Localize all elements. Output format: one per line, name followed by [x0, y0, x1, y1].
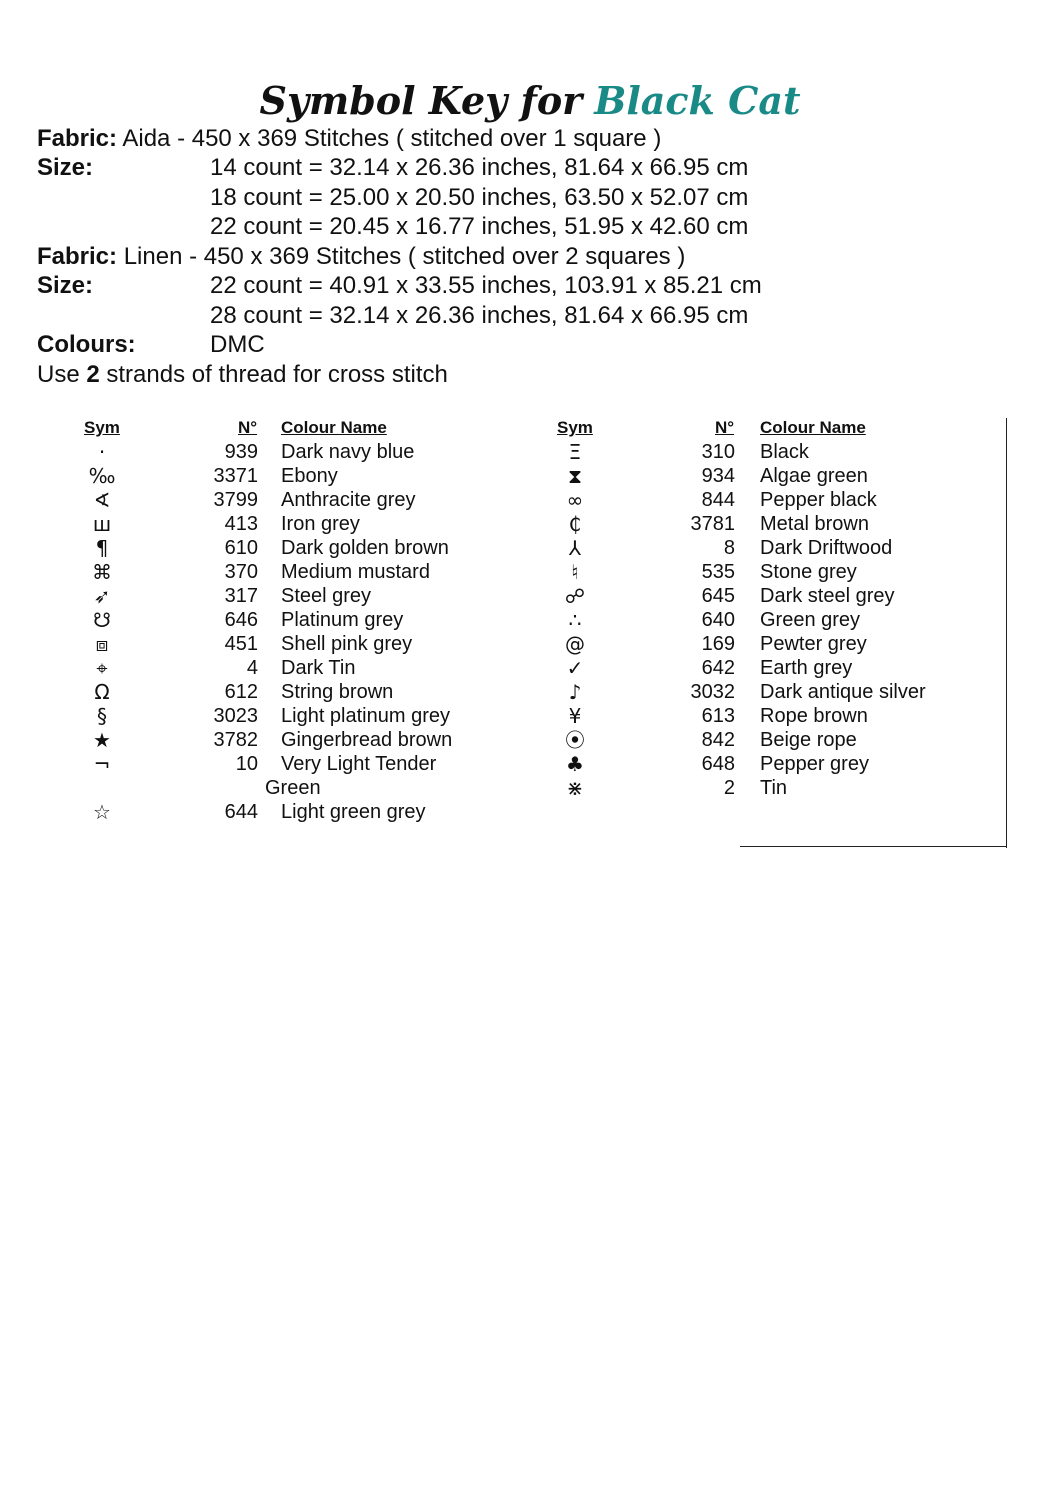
aida-size-row: 14 count = 32.14 x 26.36 inches, 81.64 x 66.95 cm — [210, 154, 749, 181]
symbol-glyph: Ω — [94, 680, 110, 704]
dmc-number: 535 — [701, 561, 735, 583]
colours-label: Colours: — [37, 331, 136, 358]
fabric-linen-text: Linen - 450 x 369 Stitches ( stitched over 2 squares ) — [123, 243, 686, 270]
header-sym: Sym — [84, 418, 120, 437]
fabric-aida-line — [37, 124, 661, 153]
symbol-glyph: ⌘ — [92, 560, 112, 584]
colour-name: Green grey — [760, 609, 861, 631]
colour-name: Steel grey — [281, 585, 372, 607]
linen-size-row: 22 count = 40.91 x 33.55 inches, 103.91 x 85.21 cm — [210, 272, 762, 299]
colour-name: Stone grey — [760, 561, 857, 583]
symbol-glyph: ☋ — [93, 608, 111, 632]
colour-name: Dark Driftwood — [760, 537, 893, 559]
aida-size-line — [37, 183, 937, 212]
strands-suffix: strands of thread for cross stitch — [106, 361, 448, 388]
colour-name-continued: Green — [265, 777, 321, 799]
dmc-number: 310 — [701, 441, 735, 463]
colour-name: Earth grey — [760, 657, 853, 679]
size-label: Size: — [37, 272, 94, 299]
dmc-number: 3032 — [690, 681, 735, 703]
dmc-number: 3782 — [213, 729, 258, 751]
colour-name: Pewter grey — [760, 633, 867, 655]
symbol-glyph: ☍ — [564, 584, 586, 608]
symbol-glyph: ♣ — [566, 752, 584, 776]
symbol-glyph: ⧈ — [95, 632, 109, 656]
symbol-glyph: ♮ — [571, 560, 579, 584]
colour-name: Medium mustard — [281, 561, 430, 583]
table-border-bottom — [740, 846, 1007, 847]
dmc-number: 842 — [701, 729, 735, 751]
symbol-glyph: ∢ — [93, 488, 111, 512]
symbol-glyph: ₵ — [568, 512, 582, 536]
title-prefix: Symbol Key for — [259, 78, 583, 123]
aida-size-row: 18 count = 25.00 x 20.50 inches, 63.50 x 52.07 cm — [210, 184, 749, 211]
colour-name: Rope brown — [760, 705, 868, 727]
symbol-glyph: ∞ — [566, 488, 584, 512]
colour-name: Pepper black — [760, 489, 877, 511]
symbol-glyph: ∴ — [568, 608, 582, 632]
dmc-number: 844 — [701, 489, 735, 511]
dmc-number: 10 — [235, 753, 258, 775]
linen-size-line — [37, 301, 937, 330]
table-border-right — [1006, 418, 1007, 848]
dmc-number: 2 — [723, 777, 735, 799]
symbol-glyph: ☆ — [93, 800, 111, 824]
dmc-number: 613 — [701, 705, 735, 727]
size-aida-line — [37, 153, 937, 182]
dmc-number: 610 — [224, 537, 258, 559]
symbol-glyph: ⦿ — [565, 728, 585, 752]
symbol-glyph: ⋇ — [566, 776, 584, 800]
colour-name: Dark antique silver — [760, 681, 926, 703]
symbol-glyph: ⌖ — [96, 656, 108, 680]
colour-name: Iron grey — [281, 513, 360, 535]
colour-name: Tin — [760, 777, 788, 799]
colour-name: Pepper grey — [760, 753, 869, 775]
symbol-glyph: @ — [565, 632, 585, 656]
colour-name: Metal brown — [760, 513, 869, 535]
colour-name: Shell pink grey — [281, 633, 413, 655]
size-label: Size: — [37, 154, 94, 181]
symbol-glyph: ✓ — [566, 656, 584, 680]
colour-name: Gingerbread brown — [281, 729, 453, 751]
header-number: N° — [715, 418, 735, 437]
symbol-glyph: ➶ — [93, 584, 111, 608]
size-linen-line — [37, 271, 937, 300]
dmc-number: 648 — [701, 753, 735, 775]
linen-size-row: 28 count = 32.14 x 26.36 inches, 81.64 x 66.95 cm — [210, 302, 749, 329]
fabric-linen-line — [37, 242, 685, 271]
dmc-number: 3371 — [213, 465, 258, 487]
symbol-glyph: § — [97, 704, 107, 728]
dmc-number: 317 — [224, 585, 258, 607]
title-name: Black Cat — [594, 78, 801, 123]
symbol-glyph: · — [98, 440, 106, 464]
dmc-number: 939 — [224, 441, 258, 463]
dmc-number: 644 — [224, 801, 258, 823]
dmc-number: 3781 — [690, 513, 735, 535]
symbol-glyph: ш — [92, 512, 112, 536]
symbol-key-table — [0, 418, 1060, 858]
colour-name: Platinum grey — [281, 609, 404, 631]
dmc-number: 370 — [224, 561, 258, 583]
colour-name: Dark steel grey — [760, 585, 895, 607]
aida-size-line — [37, 212, 937, 241]
dmc-number: 642 — [701, 657, 735, 679]
header-colour-name: Colour Name — [760, 418, 866, 437]
dmc-number: 8 — [723, 537, 735, 559]
dmc-number: 4 — [246, 657, 258, 679]
fabric-aida-text: Aida - 450 x 369 Stitches ( stitched over 1 square ) — [122, 125, 662, 152]
colour-name: Dark navy blue — [281, 441, 415, 463]
header-number: N° — [238, 418, 258, 437]
strands-instruction — [37, 360, 448, 389]
header-sym: Sym — [557, 418, 593, 437]
dmc-number: 451 — [224, 633, 258, 655]
symbol-glyph: ⧗ — [567, 464, 583, 488]
symbol-glyph: ⅄ — [568, 536, 582, 560]
colour-name: String brown — [281, 681, 394, 703]
colour-name: Ebony — [281, 465, 338, 487]
dmc-number: 3799 — [213, 489, 258, 511]
dmc-number: 645 — [701, 585, 735, 607]
dmc-number: 612 — [224, 681, 258, 703]
header-colour-name: Colour Name — [281, 418, 387, 437]
dmc-number: 413 — [224, 513, 258, 535]
colour-name: Black — [760, 441, 809, 463]
colour-name: Dark golden brown — [281, 537, 449, 559]
colour-name: Dark Tin — [281, 657, 356, 679]
page-title — [0, 78, 1060, 123]
colours-line — [37, 330, 937, 359]
dmc-number: 640 — [701, 609, 735, 631]
symbol-glyph: ¬ — [93, 752, 111, 776]
symbol-glyph: ¥ — [568, 704, 582, 728]
symbol-glyph: ♪ — [568, 680, 582, 704]
colour-name: Light platinum grey — [281, 705, 450, 727]
fabric-label: Fabric: — [37, 243, 118, 270]
dmc-number: 934 — [701, 465, 735, 487]
strands-count: 2 — [86, 361, 100, 388]
dmc-number: 169 — [701, 633, 735, 655]
strands-prefix: Use — [37, 361, 80, 388]
colour-name: Beige rope — [760, 729, 857, 751]
colour-name: Anthracite grey — [281, 489, 416, 511]
colours-value: DMC — [210, 331, 265, 358]
symbol-glyph: ‰ — [88, 464, 116, 488]
colour-name: Algae green — [760, 465, 868, 487]
symbol-glyph: ★ — [93, 728, 111, 752]
colour-name: Light green grey — [281, 801, 426, 823]
fabric-label: Fabric: — [37, 125, 118, 152]
colour-name: Very Light Tender — [281, 753, 437, 775]
aida-size-row: 22 count = 20.45 x 16.77 inches, 51.95 x 42.60 cm — [210, 213, 749, 240]
symbol-glyph: ¶ — [95, 536, 109, 560]
symbol-glyph: Ξ — [568, 440, 582, 464]
dmc-number: 3023 — [213, 705, 258, 727]
dmc-number: 646 — [224, 609, 258, 631]
